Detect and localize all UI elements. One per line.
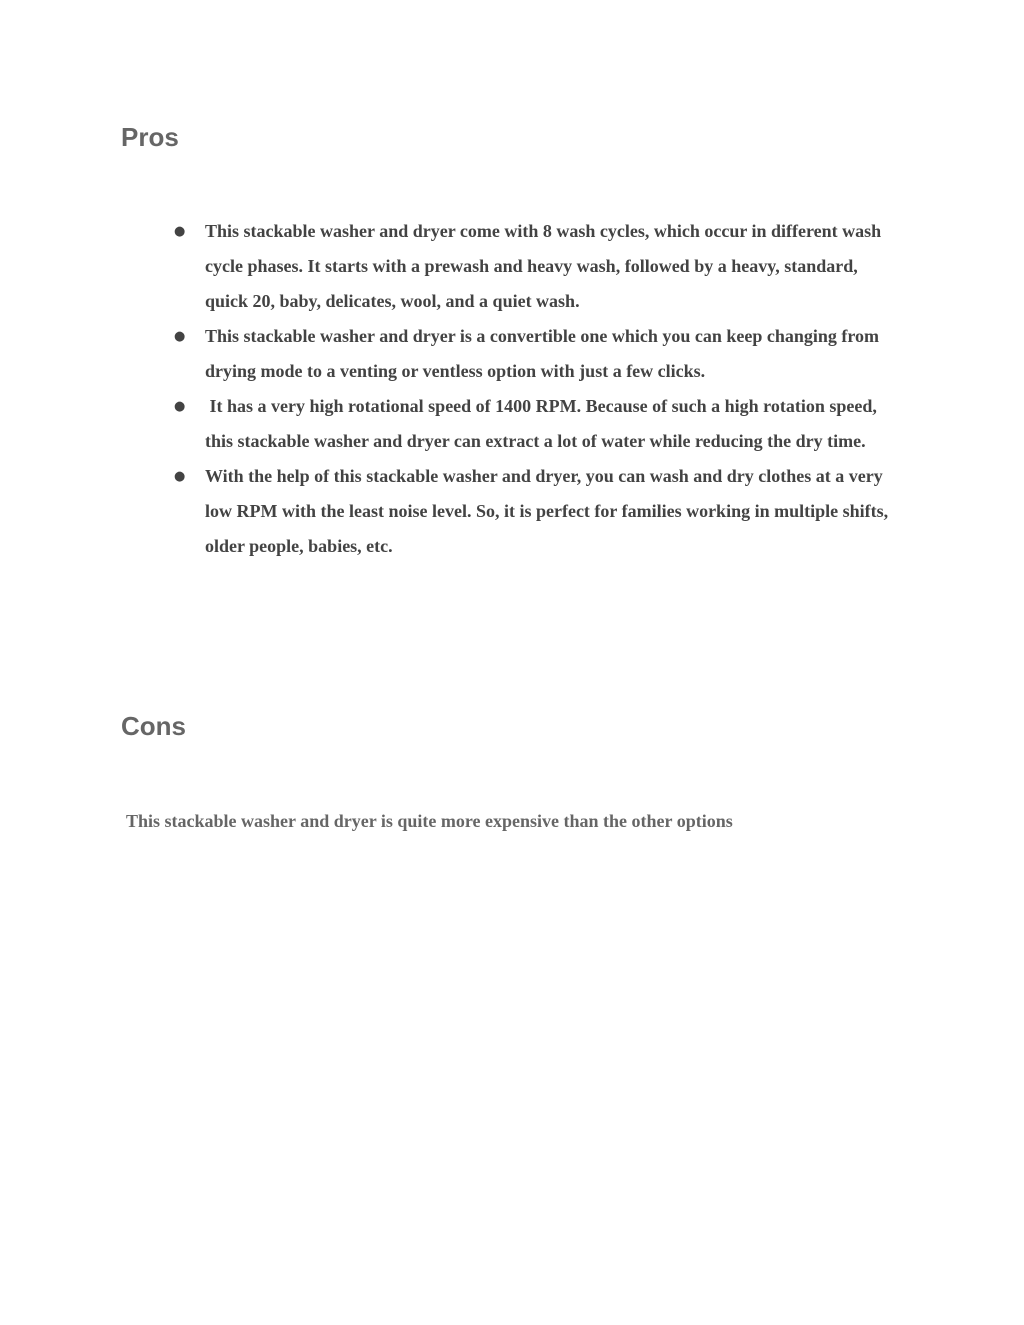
pros-item-text: This stackable washer and dryer come with 8 wash cycles, which occur in different wash cycle phases. It starts with a prewash and heavy wash, followed by a heavy, standard, quick 20, baby, delicates, wool, and a quiet wash. xyxy=(205,221,882,311)
pros-list-item xyxy=(170,459,900,564)
cons-text: This stackable washer and dryer is quite more expensive than the other options xyxy=(126,811,733,831)
pros-list-item xyxy=(170,389,900,459)
pros-list-item xyxy=(170,319,900,389)
pros-list-item xyxy=(170,214,900,319)
pros-list xyxy=(170,214,900,564)
bullet-icon: ● xyxy=(174,329,186,344)
pros-heading: Pros xyxy=(121,122,179,152)
bullet-icon: ● xyxy=(174,399,186,414)
bullet-icon: ● xyxy=(174,224,186,239)
pros-item-text: It has a very high rotational speed of 1400 RPM. Because of such a high rotation speed, this stackable washer and dryer can extract a lot of water while reducing the dry time. xyxy=(205,396,877,451)
bullet-icon: ● xyxy=(174,469,186,484)
cons-heading: Cons xyxy=(121,711,186,741)
pros-item-text: This stackable washer and dryer is a convertible one which you can keep changing from drying mode to a venting or ventless option with just a few clicks. xyxy=(205,326,880,381)
pros-item-text: With the help of this stackable washer and dryer, you can wash and dry clothes at a very low RPM with the least noise level. So, it is perfect for families working in multiple shifts, older people, babies, etc. xyxy=(205,466,889,556)
